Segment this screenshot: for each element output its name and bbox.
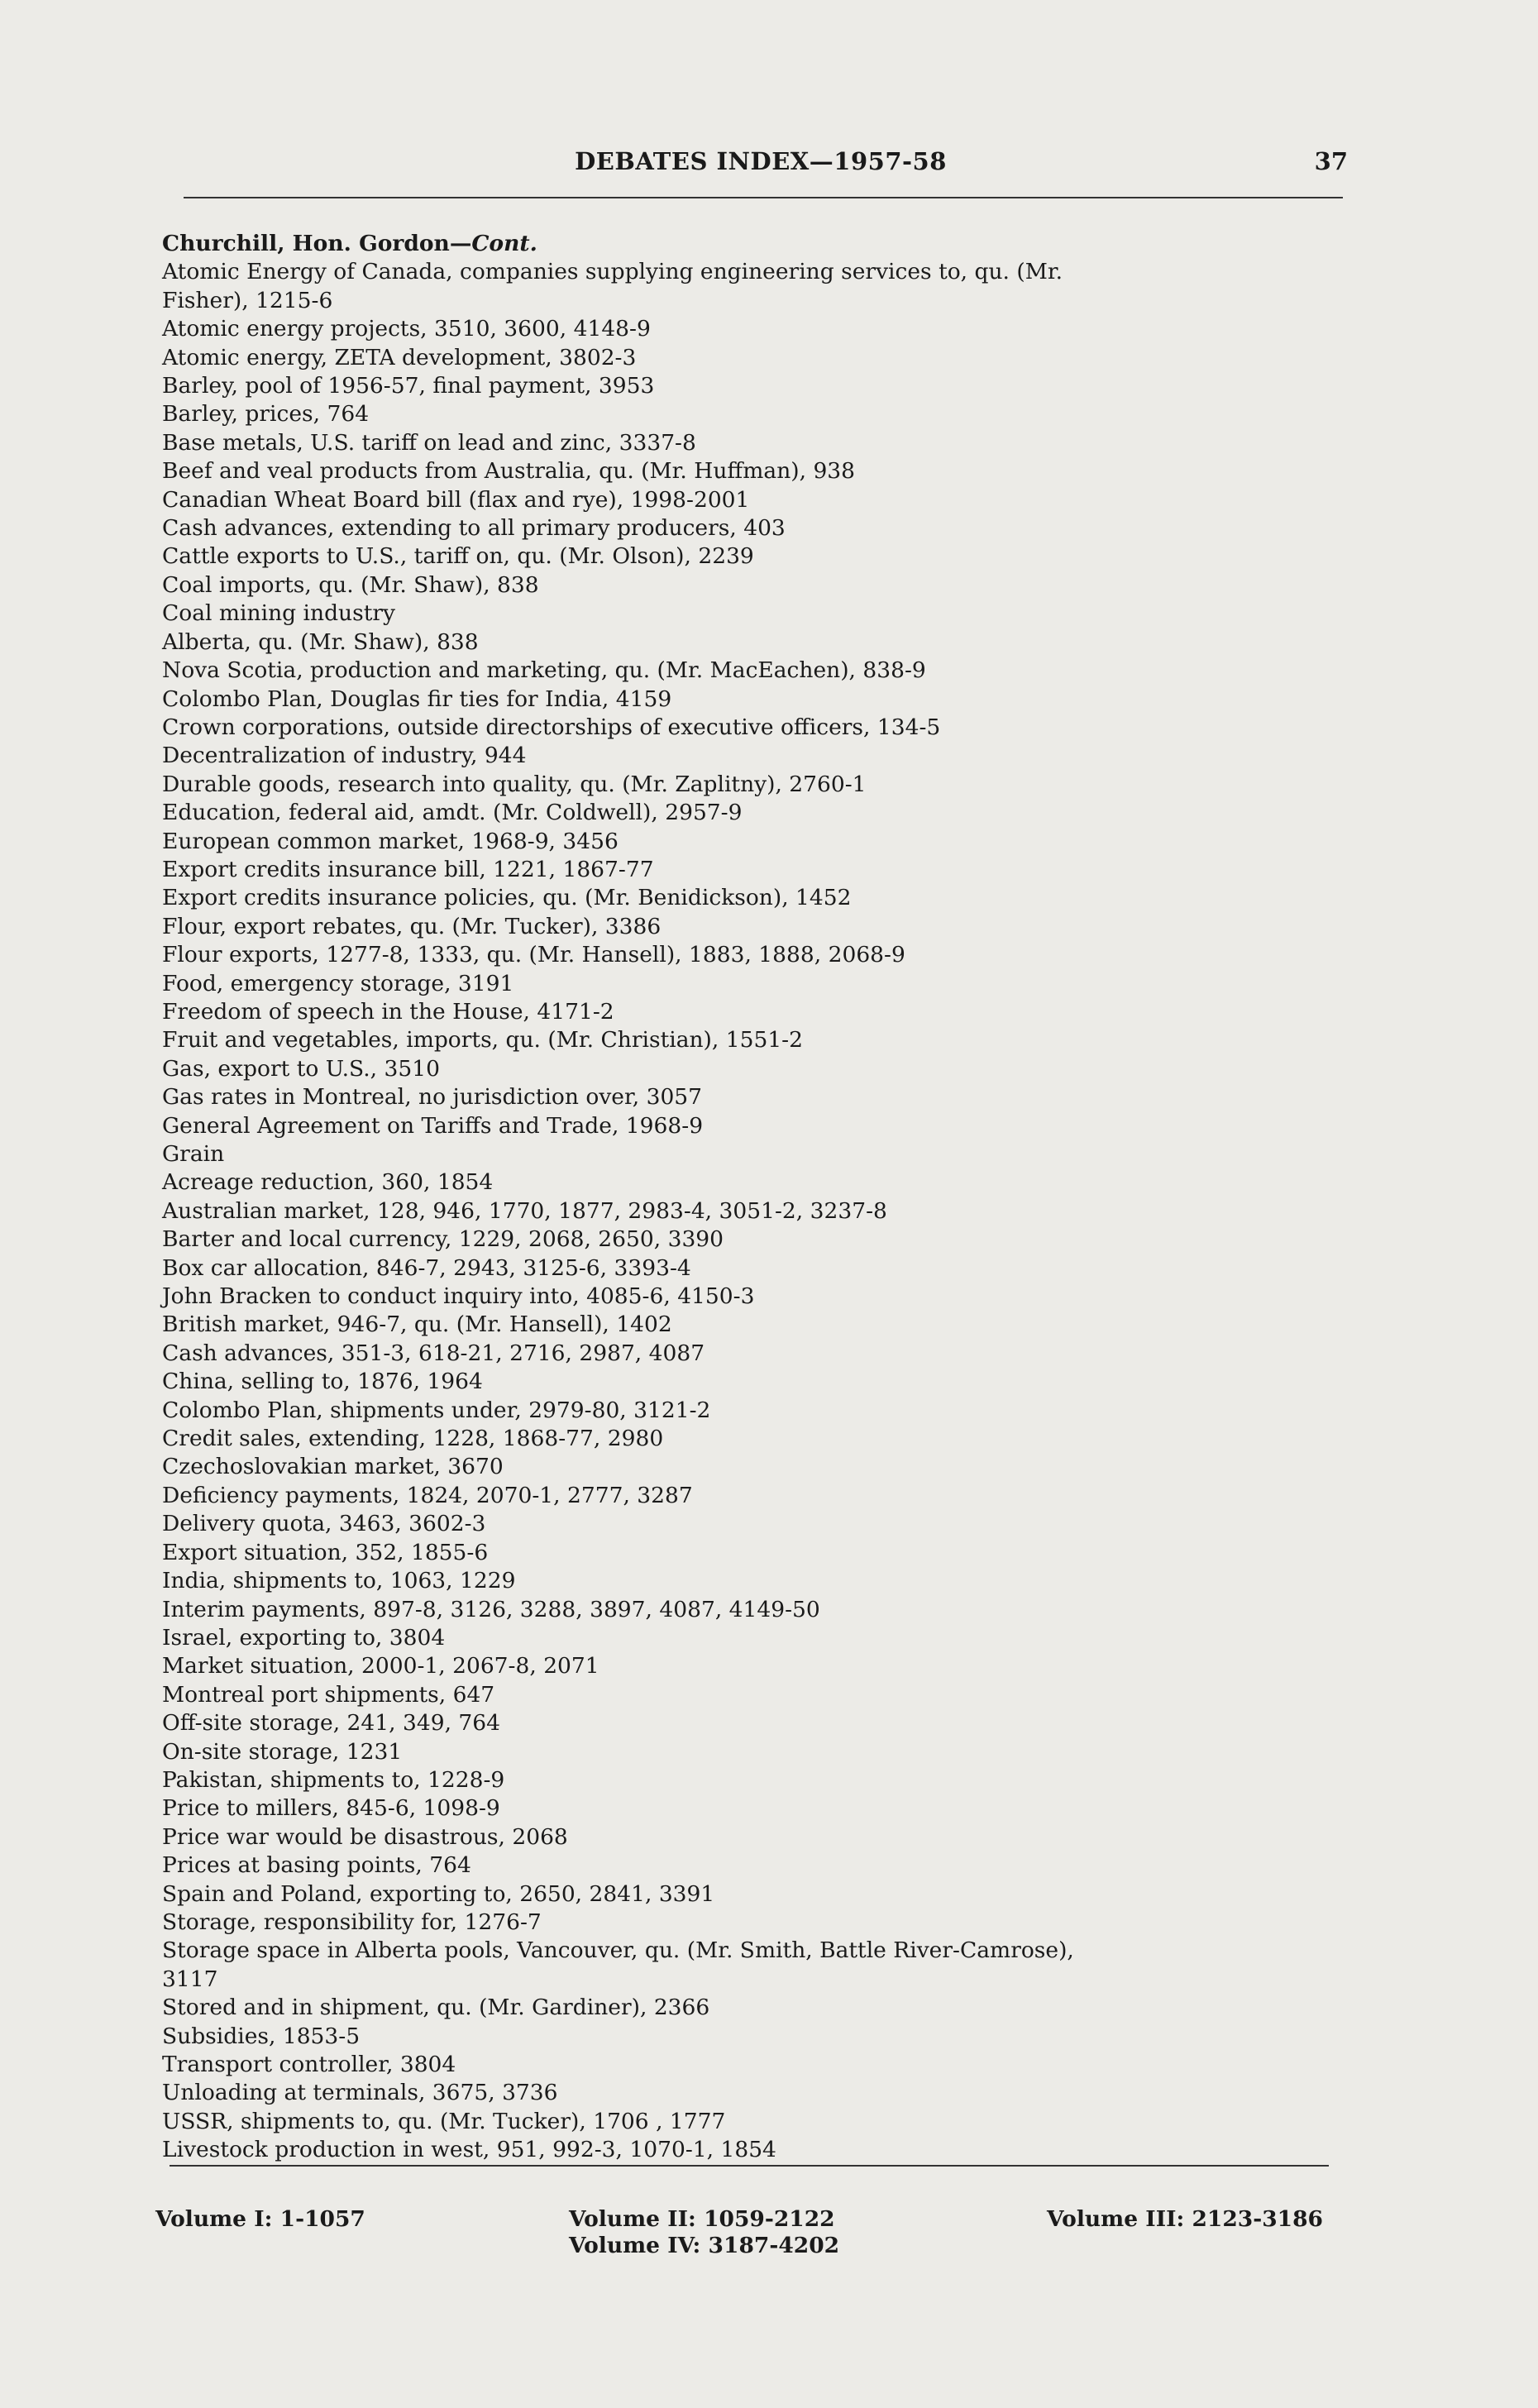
index-entry: Czechoslovakian market, 3670 [162, 1454, 504, 1480]
index-entry: Stored and in shipment, qu. (Mr. Gardiner), 2366 [162, 1995, 710, 2021]
index-entry: Gas, export to U.S., 3510 [162, 1055, 440, 1082]
index-entry: Fruit and vegetables, imports, qu. (Mr. Christian), 1551-2 [162, 1027, 803, 1054]
index-entry: Colombo Plan, Douglas fir ties for India, 4159 [162, 686, 672, 712]
index-list [162, 230, 1378, 2165]
index-entry: Decentralization of industry, 944 [162, 743, 527, 769]
index-entry: Canadian Wheat Board bill (flax and rye), 1998-2001 [162, 486, 750, 513]
index-heading [162, 230, 1378, 258]
index-entry: Base metals, U.S. tariff on lead and zinc, 3337-8 [162, 429, 696, 456]
index-entry: Credit sales, extending, 1228, 1868-77, 2980 [162, 1426, 664, 1452]
index-entry: Australian market, 128, 946, 1770, 1877, 2983-4, 3051-2, 3237-8 [162, 1197, 887, 1224]
index-entry: Barley, pool of 1956-57, final payment, 3953 [162, 373, 655, 399]
index-entry: Atomic energy projects, 3510, 3600, 4148-9 [162, 316, 651, 342]
index-entry: Storage space in Alberta pools, Vancouver, qu. (Mr. Smith, Battle River-Camrose), [162, 1937, 1074, 1964]
index-entry: Price to millers, 845-6, 1098-9 [162, 1795, 500, 1822]
index-entry: Storage, responsibility for, 1276-7 [162, 1909, 542, 1935]
volume-2-4-ranges [569, 2206, 839, 2259]
index-entry: Education, federal aid, amdt. (Mr. Coldwell), 2957-9 [162, 800, 743, 826]
heading-cont: Cont. [471, 231, 537, 256]
index-entry: Atomic Energy of Canada, companies supplying engineering services to, qu. (Mr. [162, 259, 1063, 285]
index-entry: Grain [162, 1141, 225, 1167]
index-entry: Export situation, 352, 1855-6 [162, 1539, 489, 1565]
index-entry: Barter and local currency, 1229, 2068, 2650, 3390 [162, 1226, 724, 1253]
index-entry: Cash advances, extending to all primary producers, 403 [162, 515, 786, 542]
volume-2-range: Volume II: 1059-2122 [569, 2206, 835, 2232]
index-entry: Cattle exports to U.S., tariff on, qu. (Mr. Olson), 2239 [162, 543, 754, 570]
index-entry: Freedom of speech in the House, 4171-2 [162, 998, 614, 1025]
index-entry: On-site storage, 1231 [162, 1738, 403, 1765]
header-rule [184, 197, 1343, 198]
index-entry: British market, 946-7, qu. (Mr. Hansell), 1402 [162, 1312, 672, 1338]
volume-4-range: Volume IV: 3187-4202 [569, 2233, 840, 2258]
index-entry: Food, emergency storage, 3191 [162, 970, 514, 996]
index-entry: Interim payments, 897-8, 3126, 3288, 3897, 4087, 4149-50 [162, 1596, 820, 1622]
index-entry: Price war would be disastrous, 2068 [162, 1823, 568, 1850]
index-entry: European common market, 1968-9, 3456 [162, 828, 619, 854]
index-entry: Acreage reduction, 360, 1854 [162, 1169, 494, 1196]
index-entry: Crown corporations, outside directorships of executive officers, 134-5 [162, 714, 941, 740]
heading-name: Churchill, Hon. Gordon— [162, 231, 472, 256]
index-entry: Colombo Plan, shipments under, 2979-80, 3121-2 [162, 1397, 711, 1423]
index-entry: USSR, shipments to, qu. (Mr. Tucker), 1706 , 1777 [162, 2108, 726, 2134]
index-entry: Deficiency payments, 1824, 2070-1, 2777, 3287 [162, 1482, 693, 1508]
index-entry: Off-site storage, 241, 349, 764 [162, 1710, 500, 1737]
volume-footer [155, 2206, 1363, 2272]
index-entry: Spain and Poland, exporting to, 2650, 2841, 3391 [162, 1880, 715, 1907]
index-entry: Israel, exporting to, 3804 [162, 1624, 446, 1651]
index-entry: Market situation, 2000-1, 2067-8, 2071 [162, 1653, 599, 1679]
index-entry: Flour, export rebates, qu. (Mr. Tucker), 3386 [162, 913, 662, 939]
index-entry: Livestock production in west, 951, 992-3, 1070-1, 1854 [162, 2137, 776, 2163]
running-title: DEBATES INDEX—1957-58 [575, 147, 947, 175]
index-entry: Fisher), 1215-6 [162, 287, 333, 313]
index-entry: Coal imports, qu. (Mr. Shaw), 838 [162, 571, 539, 598]
index-entry: Prices at basing points, 764 [162, 1852, 471, 1879]
index-entry: Coal mining industry [162, 600, 395, 627]
index-entry: Export credits insurance bill, 1221, 1867-77 [162, 856, 654, 882]
index-entry: Pakistan, shipments to, 1228-9 [162, 1766, 505, 1793]
index-entry: Montreal port shipments, 647 [162, 1681, 495, 1708]
index-entry: Gas rates in Montreal, no jurisdiction over, 3057 [162, 1084, 703, 1111]
index-entry: Alberta, qu. (Mr. Shaw), 838 [162, 628, 479, 655]
index-entry: Subsidies, 1853-5 [162, 2023, 361, 2049]
index-entry: India, shipments to, 1063, 1229 [162, 1568, 516, 1594]
index-entry: Durable goods, research into quality, qu. (Mr. Zaplitny), 2760-1 [162, 771, 867, 797]
volume-3-range: Volume III: 2123-3186 [1047, 2206, 1323, 2232]
index-entry: 3117 [162, 1966, 218, 1992]
index-entry: Export credits insurance policies, qu. (Mr. Benidickson), 1452 [162, 885, 852, 911]
index-entry: Delivery quota, 3463, 3602-3 [162, 1511, 486, 1537]
index-entry: General Agreement on Tariffs and Trade, 1968-9 [162, 1112, 704, 1139]
index-entry: China, selling to, 1876, 1964 [162, 1369, 483, 1395]
page-header [165, 147, 1356, 189]
index-entry: Nova Scotia, production and marketing, qu. (Mr. MacEachen), 838-9 [162, 657, 926, 684]
index-entry: Unloading at terminals, 3675, 3736 [162, 2080, 558, 2106]
page-number: 37 [1314, 147, 1348, 175]
index-entry: Box car allocation, 846-7, 2943, 3125-6, 3393-4 [162, 1254, 691, 1281]
index-entry: Beef and veal products from Australia, qu. (Mr. Huffman), 938 [162, 458, 856, 485]
footer-rule [170, 2165, 1329, 2167]
index-entry: Flour exports, 1277-8, 1333, qu. (Mr. Hansell), 1883, 1888, 2068-9 [162, 942, 905, 968]
index-entry: Atomic energy, ZETA development, 3802-3 [162, 344, 637, 370]
index-entry: John Bracken to conduct inquiry into, 4085-6, 4150-3 [162, 1283, 755, 1310]
index-entry: Transport controller, 3804 [162, 2052, 456, 2077]
volume-1-range: Volume I: 1-1057 [155, 2206, 365, 2232]
index-entry: Barley, prices, 764 [162, 401, 370, 428]
index-entry: Cash advances, 351-3, 618-21, 2716, 2987, 4087 [162, 1340, 705, 1366]
